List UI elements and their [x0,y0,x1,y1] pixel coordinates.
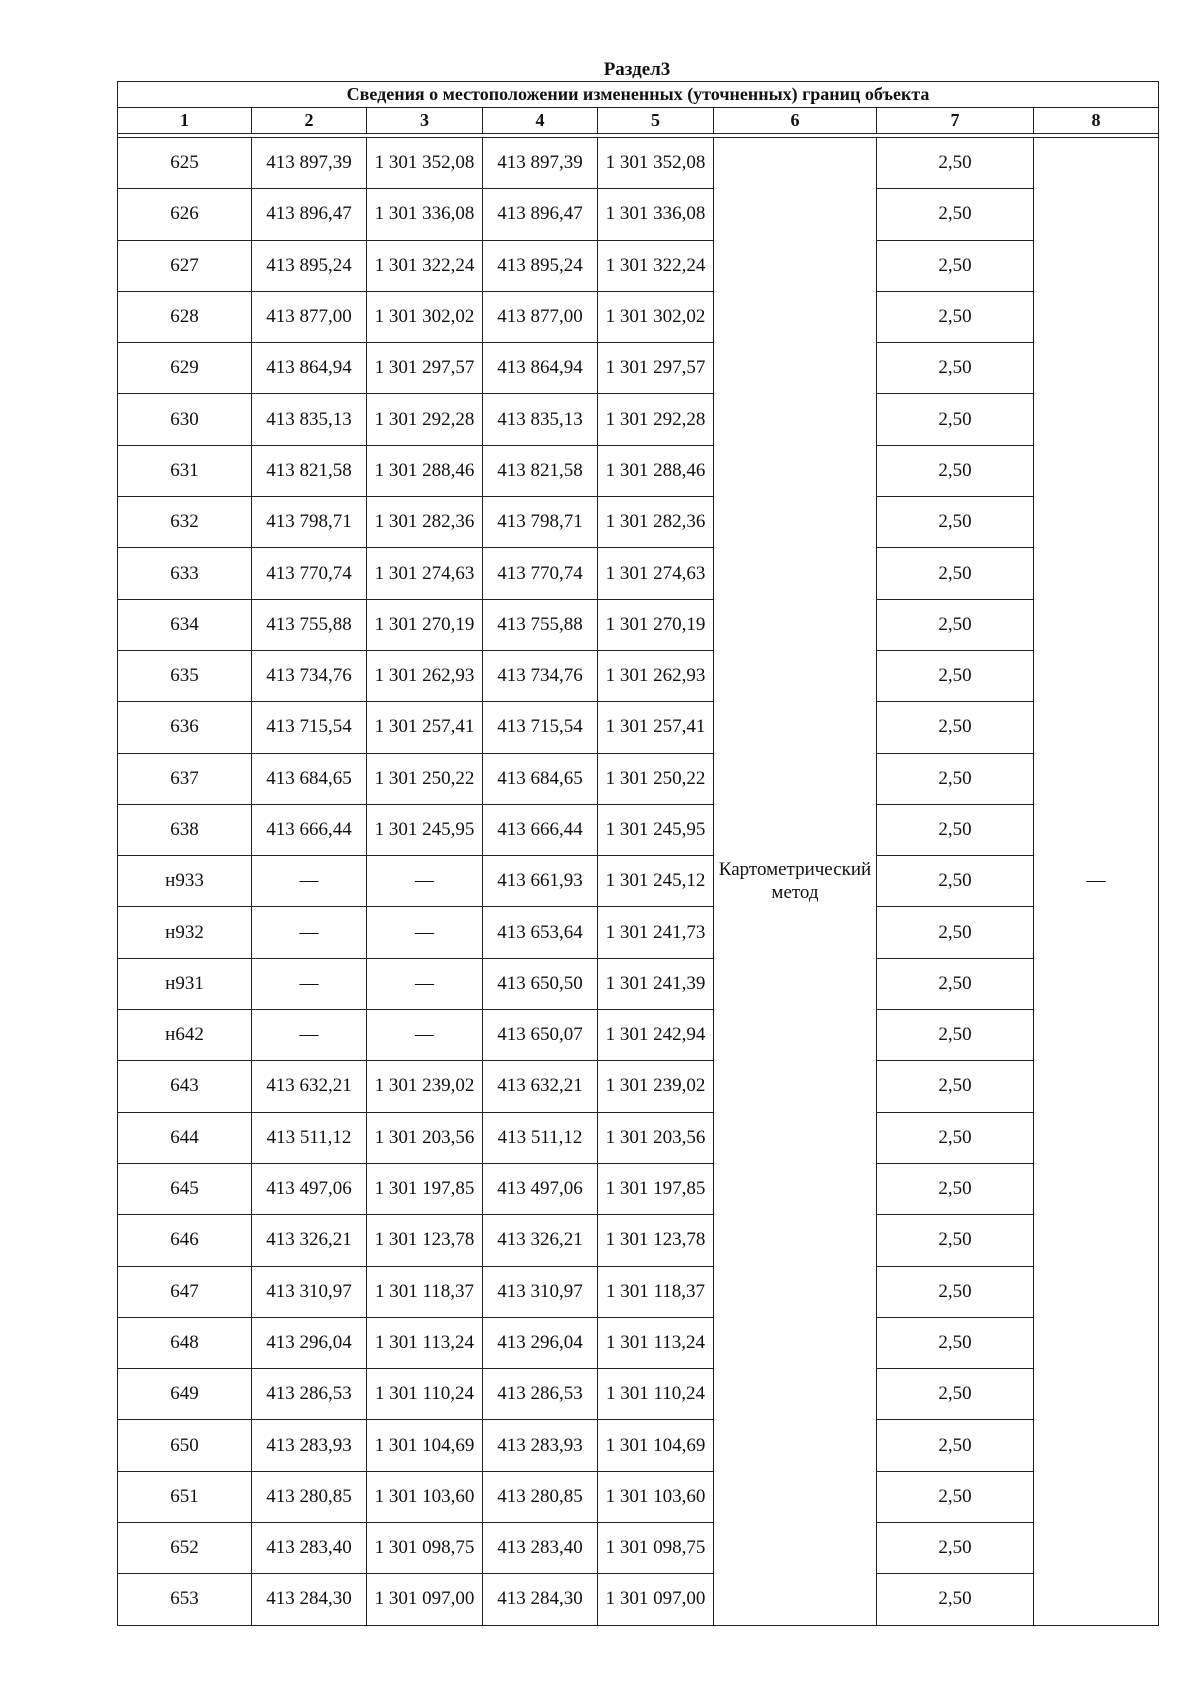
precision-cell: 2,50 [877,702,1034,753]
new-x-cell: 413 286,53 [483,1369,598,1420]
table-row [118,1112,1159,1163]
new-y-cell: 1 301 250,22 [598,753,714,804]
new-y-cell: 1 301 292,28 [598,394,714,445]
table-row [118,804,1159,855]
new-y-cell: 1 301 241,39 [598,958,714,1009]
old-y-cell: 1 301 239,02 [367,1061,483,1112]
precision-cell: 2,50 [877,1061,1034,1112]
new-x-cell: 413 864,94 [483,343,598,394]
precision-cell: 2,50 [877,497,1034,548]
old-y-cell: 1 301 245,95 [367,804,483,855]
new-y-cell: 1 301 257,41 [598,702,714,753]
old-x-cell: 413 734,76 [252,650,367,701]
old-y-cell: 1 301 336,08 [367,189,483,240]
point-number-cell: н931 [118,958,252,1009]
precision-cell: 2,50 [877,1523,1034,1574]
table-row [118,1369,1159,1420]
old-x-cell: — [252,958,367,1009]
new-y-cell: 1 301 302,02 [598,291,714,342]
point-number-cell: 634 [118,599,252,650]
precision-cell: 2,50 [877,958,1034,1009]
new-x-cell: 413 684,65 [483,753,598,804]
old-x-cell: 413 895,24 [252,240,367,291]
new-y-cell: 1 301 282,36 [598,497,714,548]
old-y-cell: 1 301 352,08 [367,138,483,189]
old-x-cell: 413 897,39 [252,138,367,189]
point-number-cell: 633 [118,548,252,599]
new-x-cell: 413 296,04 [483,1317,598,1368]
old-y-cell: 1 301 292,28 [367,394,483,445]
table-row [118,138,1159,189]
point-number-cell: 630 [118,394,252,445]
table-row [118,1317,1159,1368]
old-y-cell: 1 301 098,75 [367,1523,483,1574]
point-number-cell: 653 [118,1574,252,1625]
old-x-cell: 413 715,54 [252,702,367,753]
new-x-cell: 413 283,93 [483,1420,598,1471]
new-y-cell: 1 301 322,24 [598,240,714,291]
precision-cell: 2,50 [877,1010,1034,1061]
old-x-cell: 413 326,21 [252,1215,367,1266]
table-row [118,650,1159,701]
old-y-cell: 1 301 297,57 [367,343,483,394]
old-y-cell: — [367,907,483,958]
new-x-cell: 413 650,50 [483,958,598,1009]
precision-cell: 2,50 [877,548,1034,599]
table-row [118,958,1159,1009]
table-row [118,1163,1159,1214]
new-x-cell: 413 283,40 [483,1523,598,1574]
new-y-cell: 1 301 123,78 [598,1215,714,1266]
old-x-cell: 413 286,53 [252,1369,367,1420]
precision-cell: 2,50 [877,1317,1034,1368]
new-y-cell: 1 301 336,08 [598,189,714,240]
column-number: 8 [1034,108,1159,134]
old-x-cell: 413 511,12 [252,1112,367,1163]
new-x-cell: 413 326,21 [483,1215,598,1266]
point-number-cell: 645 [118,1163,252,1214]
precision-cell: 2,50 [877,1574,1034,1625]
new-y-cell: 1 301 245,12 [598,856,714,907]
new-y-cell: 1 301 097,00 [598,1574,714,1625]
old-y-cell: 1 301 262,93 [367,650,483,701]
new-x-cell: 413 511,12 [483,1112,598,1163]
point-number-cell: 631 [118,445,252,496]
table-row [118,1471,1159,1522]
column-number: 1 [118,108,252,134]
point-number-cell: 628 [118,291,252,342]
new-y-cell: 1 301 245,95 [598,804,714,855]
old-y-cell: 1 301 282,36 [367,497,483,548]
point-number-cell: 627 [118,240,252,291]
table-row [118,497,1159,548]
old-x-cell: 413 296,04 [252,1317,367,1368]
old-x-cell: 413 835,13 [252,394,367,445]
new-y-cell: 1 301 118,37 [598,1266,714,1317]
old-y-cell: — [367,1010,483,1061]
new-y-cell: 1 301 239,02 [598,1061,714,1112]
table-row [118,753,1159,804]
old-y-cell: 1 301 103,60 [367,1471,483,1522]
old-y-cell: 1 301 104,69 [367,1420,483,1471]
precision-cell: 2,50 [877,1215,1034,1266]
point-number-cell: н933 [118,856,252,907]
table-row [118,394,1159,445]
method-cell: Картометрический метод [714,138,877,1626]
point-number-cell: 651 [118,1471,252,1522]
precision-cell: 2,50 [877,753,1034,804]
old-y-cell: 1 301 322,24 [367,240,483,291]
precision-cell: 2,50 [877,1420,1034,1471]
new-x-cell: 413 896,47 [483,189,598,240]
old-x-cell: 413 283,93 [252,1420,367,1471]
table-row [118,189,1159,240]
old-x-cell: 413 770,74 [252,548,367,599]
precision-cell: 2,50 [877,1112,1034,1163]
table-row [118,445,1159,496]
point-number-cell: 644 [118,1112,252,1163]
column-number: 5 [598,108,714,134]
table-caption-row [118,82,1159,108]
new-x-cell: 413 284,30 [483,1574,598,1625]
coordinates-table [117,81,1159,1626]
new-x-cell: 413 897,39 [483,138,598,189]
old-x-cell: 413 310,97 [252,1266,367,1317]
old-y-cell: 1 301 113,24 [367,1317,483,1368]
new-x-cell: 413 661,93 [483,856,598,907]
point-number-cell: 638 [118,804,252,855]
old-x-cell: 413 864,94 [252,343,367,394]
table-row [118,1420,1159,1471]
table-row [118,1061,1159,1112]
point-number-cell: 636 [118,702,252,753]
old-y-cell: 1 301 302,02 [367,291,483,342]
old-y-cell: 1 301 123,78 [367,1215,483,1266]
new-y-cell: 1 301 103,60 [598,1471,714,1522]
table-row [118,599,1159,650]
table-row [118,343,1159,394]
precision-cell: 2,50 [877,599,1034,650]
old-x-cell: 413 666,44 [252,804,367,855]
table-row [118,548,1159,599]
precision-cell: 2,50 [877,856,1034,907]
old-x-cell: 413 283,40 [252,1523,367,1574]
precision-cell: 2,50 [877,650,1034,701]
new-y-cell: 1 301 274,63 [598,548,714,599]
table-row [118,1523,1159,1574]
new-x-cell: 413 755,88 [483,599,598,650]
new-x-cell: 413 877,00 [483,291,598,342]
precision-cell: 2,50 [877,343,1034,394]
table-row [118,1010,1159,1061]
table-caption: Сведения о местоположении измененных (уточненных) границ объекта [118,82,1159,108]
precision-cell: 2,50 [877,240,1034,291]
column-number-row [118,108,1159,134]
new-y-cell: 1 301 104,69 [598,1420,714,1471]
point-number-cell: н642 [118,1010,252,1061]
column8-cell: — [1034,138,1159,1626]
new-y-cell: 1 301 270,19 [598,599,714,650]
point-number-cell: 652 [118,1523,252,1574]
new-x-cell: 413 280,85 [483,1471,598,1522]
old-x-cell: 413 821,58 [252,445,367,496]
new-y-cell: 1 301 197,85 [598,1163,714,1214]
precision-cell: 2,50 [877,394,1034,445]
point-number-cell: 643 [118,1061,252,1112]
old-x-cell: — [252,1010,367,1061]
new-x-cell: 413 835,13 [483,394,598,445]
precision-cell: 2,50 [877,445,1034,496]
old-x-cell: 413 280,85 [252,1471,367,1522]
new-y-cell: 1 301 110,24 [598,1369,714,1420]
old-y-cell: 1 301 118,37 [367,1266,483,1317]
precision-cell: 2,50 [877,1266,1034,1317]
precision-cell: 2,50 [877,1163,1034,1214]
point-number-cell: 625 [118,138,252,189]
table-row [118,291,1159,342]
column-number: 6 [714,108,877,134]
table-row [118,240,1159,291]
new-x-cell: 413 632,21 [483,1061,598,1112]
new-y-cell: 1 301 288,46 [598,445,714,496]
old-x-cell: — [252,907,367,958]
old-y-cell: 1 301 197,85 [367,1163,483,1214]
table-row [118,702,1159,753]
section-title: Раздел3 [603,59,671,80]
new-x-cell: 413 798,71 [483,497,598,548]
new-y-cell: 1 301 242,94 [598,1010,714,1061]
new-x-cell: 413 310,97 [483,1266,598,1317]
point-number-cell: 647 [118,1266,252,1317]
column-number: 4 [483,108,598,134]
new-x-cell: 413 770,74 [483,548,598,599]
old-y-cell: 1 301 274,63 [367,548,483,599]
new-x-cell: 413 734,76 [483,650,598,701]
precision-cell: 2,50 [877,138,1034,189]
point-number-cell: 649 [118,1369,252,1420]
old-y-cell: 1 301 097,00 [367,1574,483,1625]
old-x-cell: 413 284,30 [252,1574,367,1625]
old-y-cell: 1 301 270,19 [367,599,483,650]
old-x-cell: 413 755,88 [252,599,367,650]
new-x-cell: 413 715,54 [483,702,598,753]
new-y-cell: 1 301 113,24 [598,1317,714,1368]
old-y-cell: 1 301 110,24 [367,1369,483,1420]
new-y-cell: 1 301 098,75 [598,1523,714,1574]
old-x-cell: 413 497,06 [252,1163,367,1214]
point-number-cell: 632 [118,497,252,548]
old-x-cell: 413 896,47 [252,189,367,240]
new-x-cell: 413 653,64 [483,907,598,958]
old-x-cell: 413 798,71 [252,497,367,548]
new-y-cell: 1 301 262,93 [598,650,714,701]
table-row [118,907,1159,958]
old-y-cell: 1 301 250,22 [367,753,483,804]
new-x-cell: 413 497,06 [483,1163,598,1214]
column-number: 3 [367,108,483,134]
point-number-cell: 629 [118,343,252,394]
new-x-cell: 413 821,58 [483,445,598,496]
new-x-cell: 413 895,24 [483,240,598,291]
old-y-cell: 1 301 203,56 [367,1112,483,1163]
column-number: 2 [252,108,367,134]
old-y-cell: 1 301 288,46 [367,445,483,496]
column-number: 7 [877,108,1034,134]
new-y-cell: 1 301 352,08 [598,138,714,189]
new-y-cell: 1 301 203,56 [598,1112,714,1163]
old-x-cell: — [252,856,367,907]
precision-cell: 2,50 [877,907,1034,958]
point-number-cell: 635 [118,650,252,701]
new-y-cell: 1 301 241,73 [598,907,714,958]
point-number-cell: 637 [118,753,252,804]
point-number-cell: н932 [118,907,252,958]
point-number-cell: 648 [118,1317,252,1368]
point-number-cell: 650 [118,1420,252,1471]
precision-cell: 2,50 [877,291,1034,342]
old-y-cell: — [367,958,483,1009]
precision-cell: 2,50 [877,1369,1034,1420]
old-x-cell: 413 632,21 [252,1061,367,1112]
precision-cell: 2,50 [877,189,1034,240]
new-y-cell: 1 301 297,57 [598,343,714,394]
precision-cell: 2,50 [877,804,1034,855]
table-row [118,856,1159,907]
old-y-cell: 1 301 257,41 [367,702,483,753]
new-x-cell: 413 666,44 [483,804,598,855]
precision-cell: 2,50 [877,1471,1034,1522]
table-row [118,1266,1159,1317]
old-x-cell: 413 684,65 [252,753,367,804]
new-x-cell: 413 650,07 [483,1010,598,1061]
table-row [118,1215,1159,1266]
old-y-cell: — [367,856,483,907]
old-x-cell: 413 877,00 [252,291,367,342]
table-row [118,1574,1159,1625]
point-number-cell: 646 [118,1215,252,1266]
point-number-cell: 626 [118,189,252,240]
